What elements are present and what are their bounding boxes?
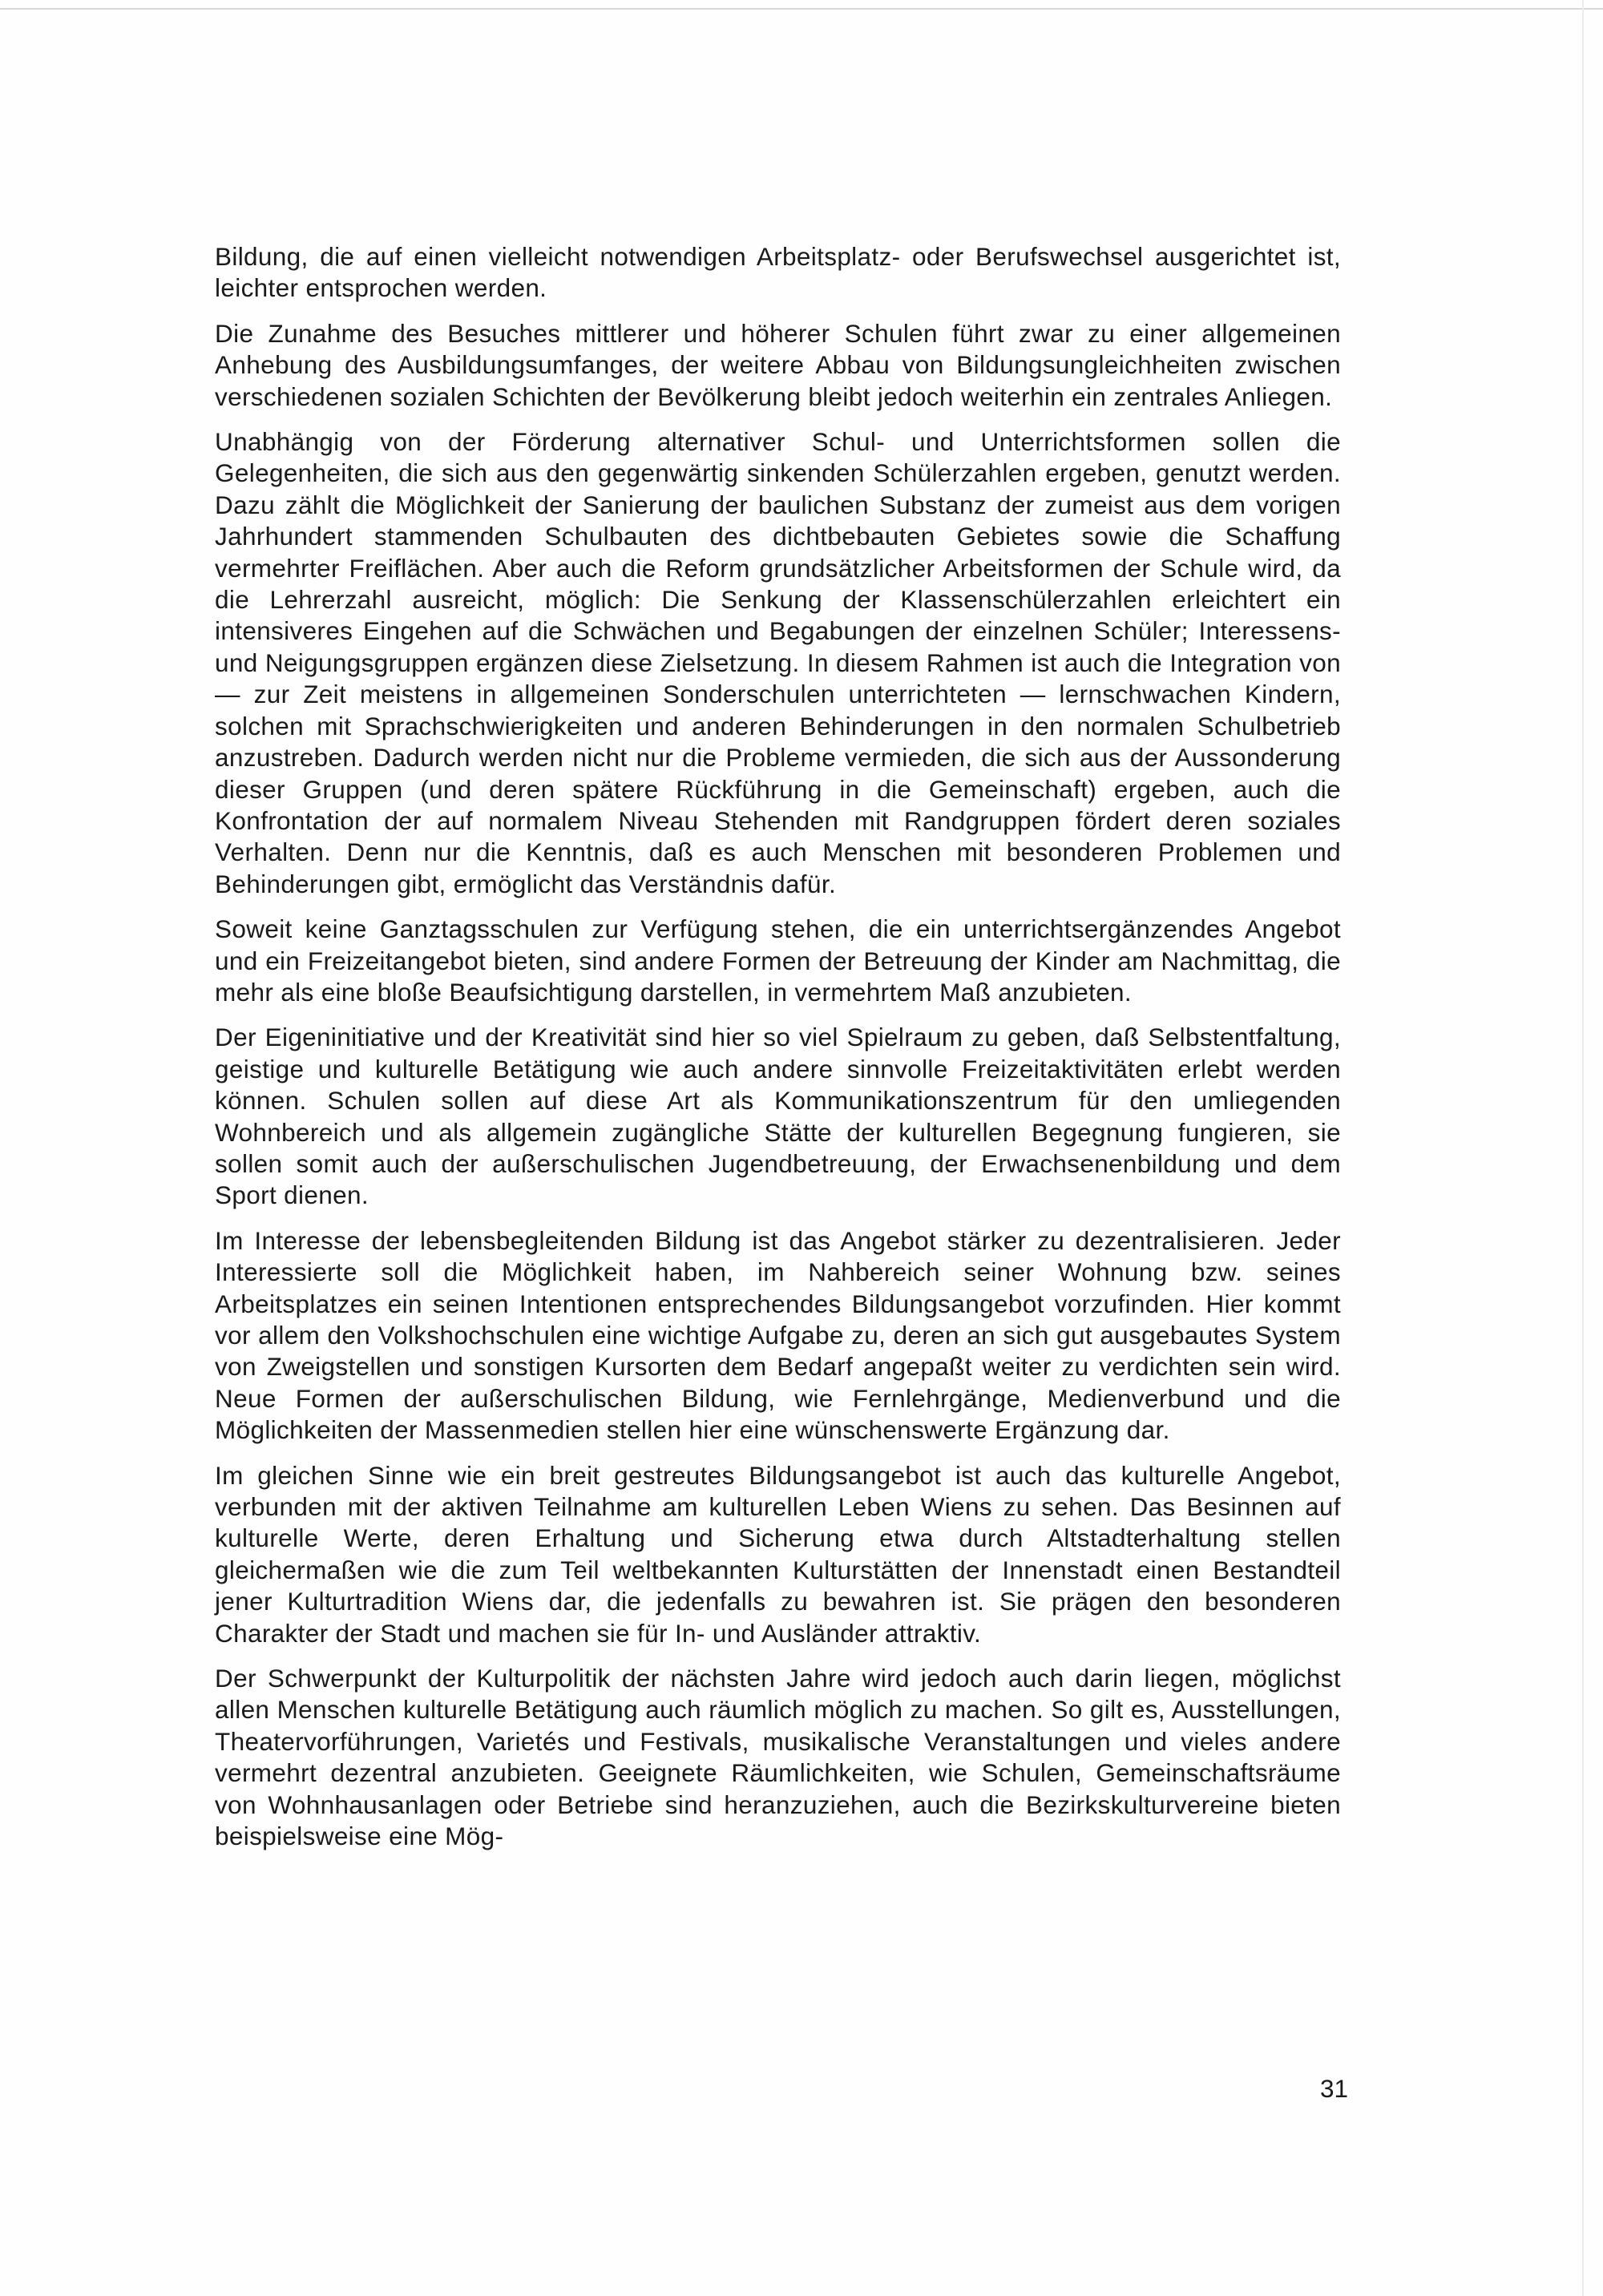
paragraph-eigeninitiative: Der Eigeninitiative und der Kreativität sind hier so viel Spielraum zu geben, daß Selbstentfaltung, geistige und kulturelle Betätigung wie auch andere sinnvolle Freizeitaktivitäten erlebt werden können. Schulen sollen auf diese Art als Kommunikationszentrum für den umliegenden Wohnbereich und als allgemein zugängliche Stätte der kulturellen Begegnung fungieren, sie sollen somit auch der außerschulischen Jugendbetreuung, der Erwachsenenbildung und dem Sport dienen. (215, 1023, 1341, 1210)
page-top-edge (0, 8, 1603, 10)
paragraph-nachmittagsbetreuung: Soweit keine Ganztagsschulen zur Verfügung stehen, die ein unterrichtsergänzendes Angebot und ein Freizeitangebot bieten, sind andere Formen der Betreuung der Kinder am Nachmittag, die mehr als eine bloße Beaufsichtigung darstellen, in vermehrtem Maß anzubieten. (215, 914, 1341, 1007)
paragraph-bildung-continuation: Bildung, die auf einen vielleicht notwendigen Arbeitsplatz- oder Berufswechsel ausgerichtet ist, leichter entsprochen werden. (215, 242, 1341, 303)
body-text (215, 241, 1341, 1866)
paragraph-kulturelles-angebot: Im gleichen Sinne wie ein breit gestreutes Bildungsangebot ist auch das kulturelle Angebot, verbunden mit der aktiven Teilnahme am kulturellen Leben Wiens zu sehen. Das Besinnen auf kulturelle Werte, deren Erhaltung und Sicherung etwa durch Altstadterhaltung stellen gleichermaßen wie die zum Teil weltbekannten Kulturstätten der Innenstadt einen Bestandteil jener Kulturtradition Wiens dar, die jedenfalls zu bewahren ist. Sie prägen den besonderen Charakter der Stadt und machen sie für In- und Ausländer attraktiv. (215, 1460, 1341, 1648)
paragraph-schulreform: Unabhängig von der Förderung alternativer Schul- und Unterrichtsformen sollen die Gelegenheiten, die sich aus den gegenwärtig sinkenden Schülerzahlen ergeben, genutzt werden. Dazu zählt die Möglichkeit der Sanierung der baulichen Substanz der zumeist aus dem vorigen Jahrhundert stammenden Schulbauten des dichtbebauten Gebietes sowie die Schaffung vermehrter Freiflächen. Aber auch die Reform grundsätzlicher Arbeitsformen der Schule wird, da die Lehrerzahl ausreicht, möglich: Die Senkung der Klassenschülerzahlen erleichtert ein intensiveres Eingehen auf die Schwächen und Begabungen der einzelnen Schüler; Interessens- und Neigungsgruppen ergänzen diese Zielsetzung. In diesem Rahmen ist auch die Integration von — zur Zeit meistens in allgemeinen Sonderschulen unterrichteten — lernschwachen Kindern, solchen mit Sprachschwierigkeiten und anderen Behinderungen in den normalen Schulbetrieb anzustreben. Dadurch werden nicht nur die Probleme vermieden, die sich aus der Aussonderung dieser Gruppen (und deren spätere Rückführung in die Gemeinschaft) ergeben, auch die Konfrontation der auf normalem Niveau Stehenden mit Randgruppen fördert deren soziales Verhalten. Denn nur die Kenntnis, daß es auch Menschen mit besonderen Problemen und Behinderungen gibt, ermöglicht das Verständnis dafür. (215, 427, 1341, 898)
paragraph-schulbesuch: Die Zunahme des Besuches mittlerer und höherer Schulen führt zwar zu einer allgemeinen Anhebung des Ausbildungsumfanges, der weitere Abbau von Bildungsungleichheiten zwischen verschiedenen sozialen Schichten der Bevölkerung bleibt jedoch weiterhin ein zentrales Anliegen. (215, 318, 1341, 411)
paragraph-kulturpolitik: Der Schwerpunkt der Kulturpolitik der nächsten Jahre wird jedoch auch darin liegen, möglichst allen Menschen kulturelle Betätigung auch räumlich möglich zu machen. So gilt es, Ausstellungen, Theatervorführungen, Varietés und Festivals, musikalische Veranstaltungen und vieles andere vermehrt dezentral anzubieten. Geeignete Räumlichkeiten, wie Schulen, Gemeinschaftsräume von Wohnhausanlagen oder Betriebe sind heranzuziehen, auch die Bezirkskulturvereine bieten beispielsweise eine Mög- (215, 1664, 1341, 1851)
paragraph-lebensbegleitende-bildung: Im Interesse der lebensbegleitenden Bildung ist das Angebot stärker zu dezentralisieren. Jeder Interessierte soll die Möglichkeit haben, im Nahbereich seiner Wohnung bzw. seines Arbeitsplatzes ein seinen Intentionen entsprechendes Bildungsangebot vorzufinden. Hier kommt vor allem den Volkshochschulen eine wichtige Aufgabe zu, deren an sich gut ausgebautes System von Zweigstellen und sonstigen Kursorten dem Bedarf angepaßt weiter zu verdichten sein wird. Neue Formen der außerschulischen Bildung, wie Fernlehrgänge, Medienverbund und die Möglichkeiten der Massenmedien stellen hier eine wünschenswerte Ergänzung dar. (215, 1225, 1341, 1445)
page-number: 31 (1319, 2074, 1348, 2103)
page-right-edge (1582, 0, 1584, 2296)
